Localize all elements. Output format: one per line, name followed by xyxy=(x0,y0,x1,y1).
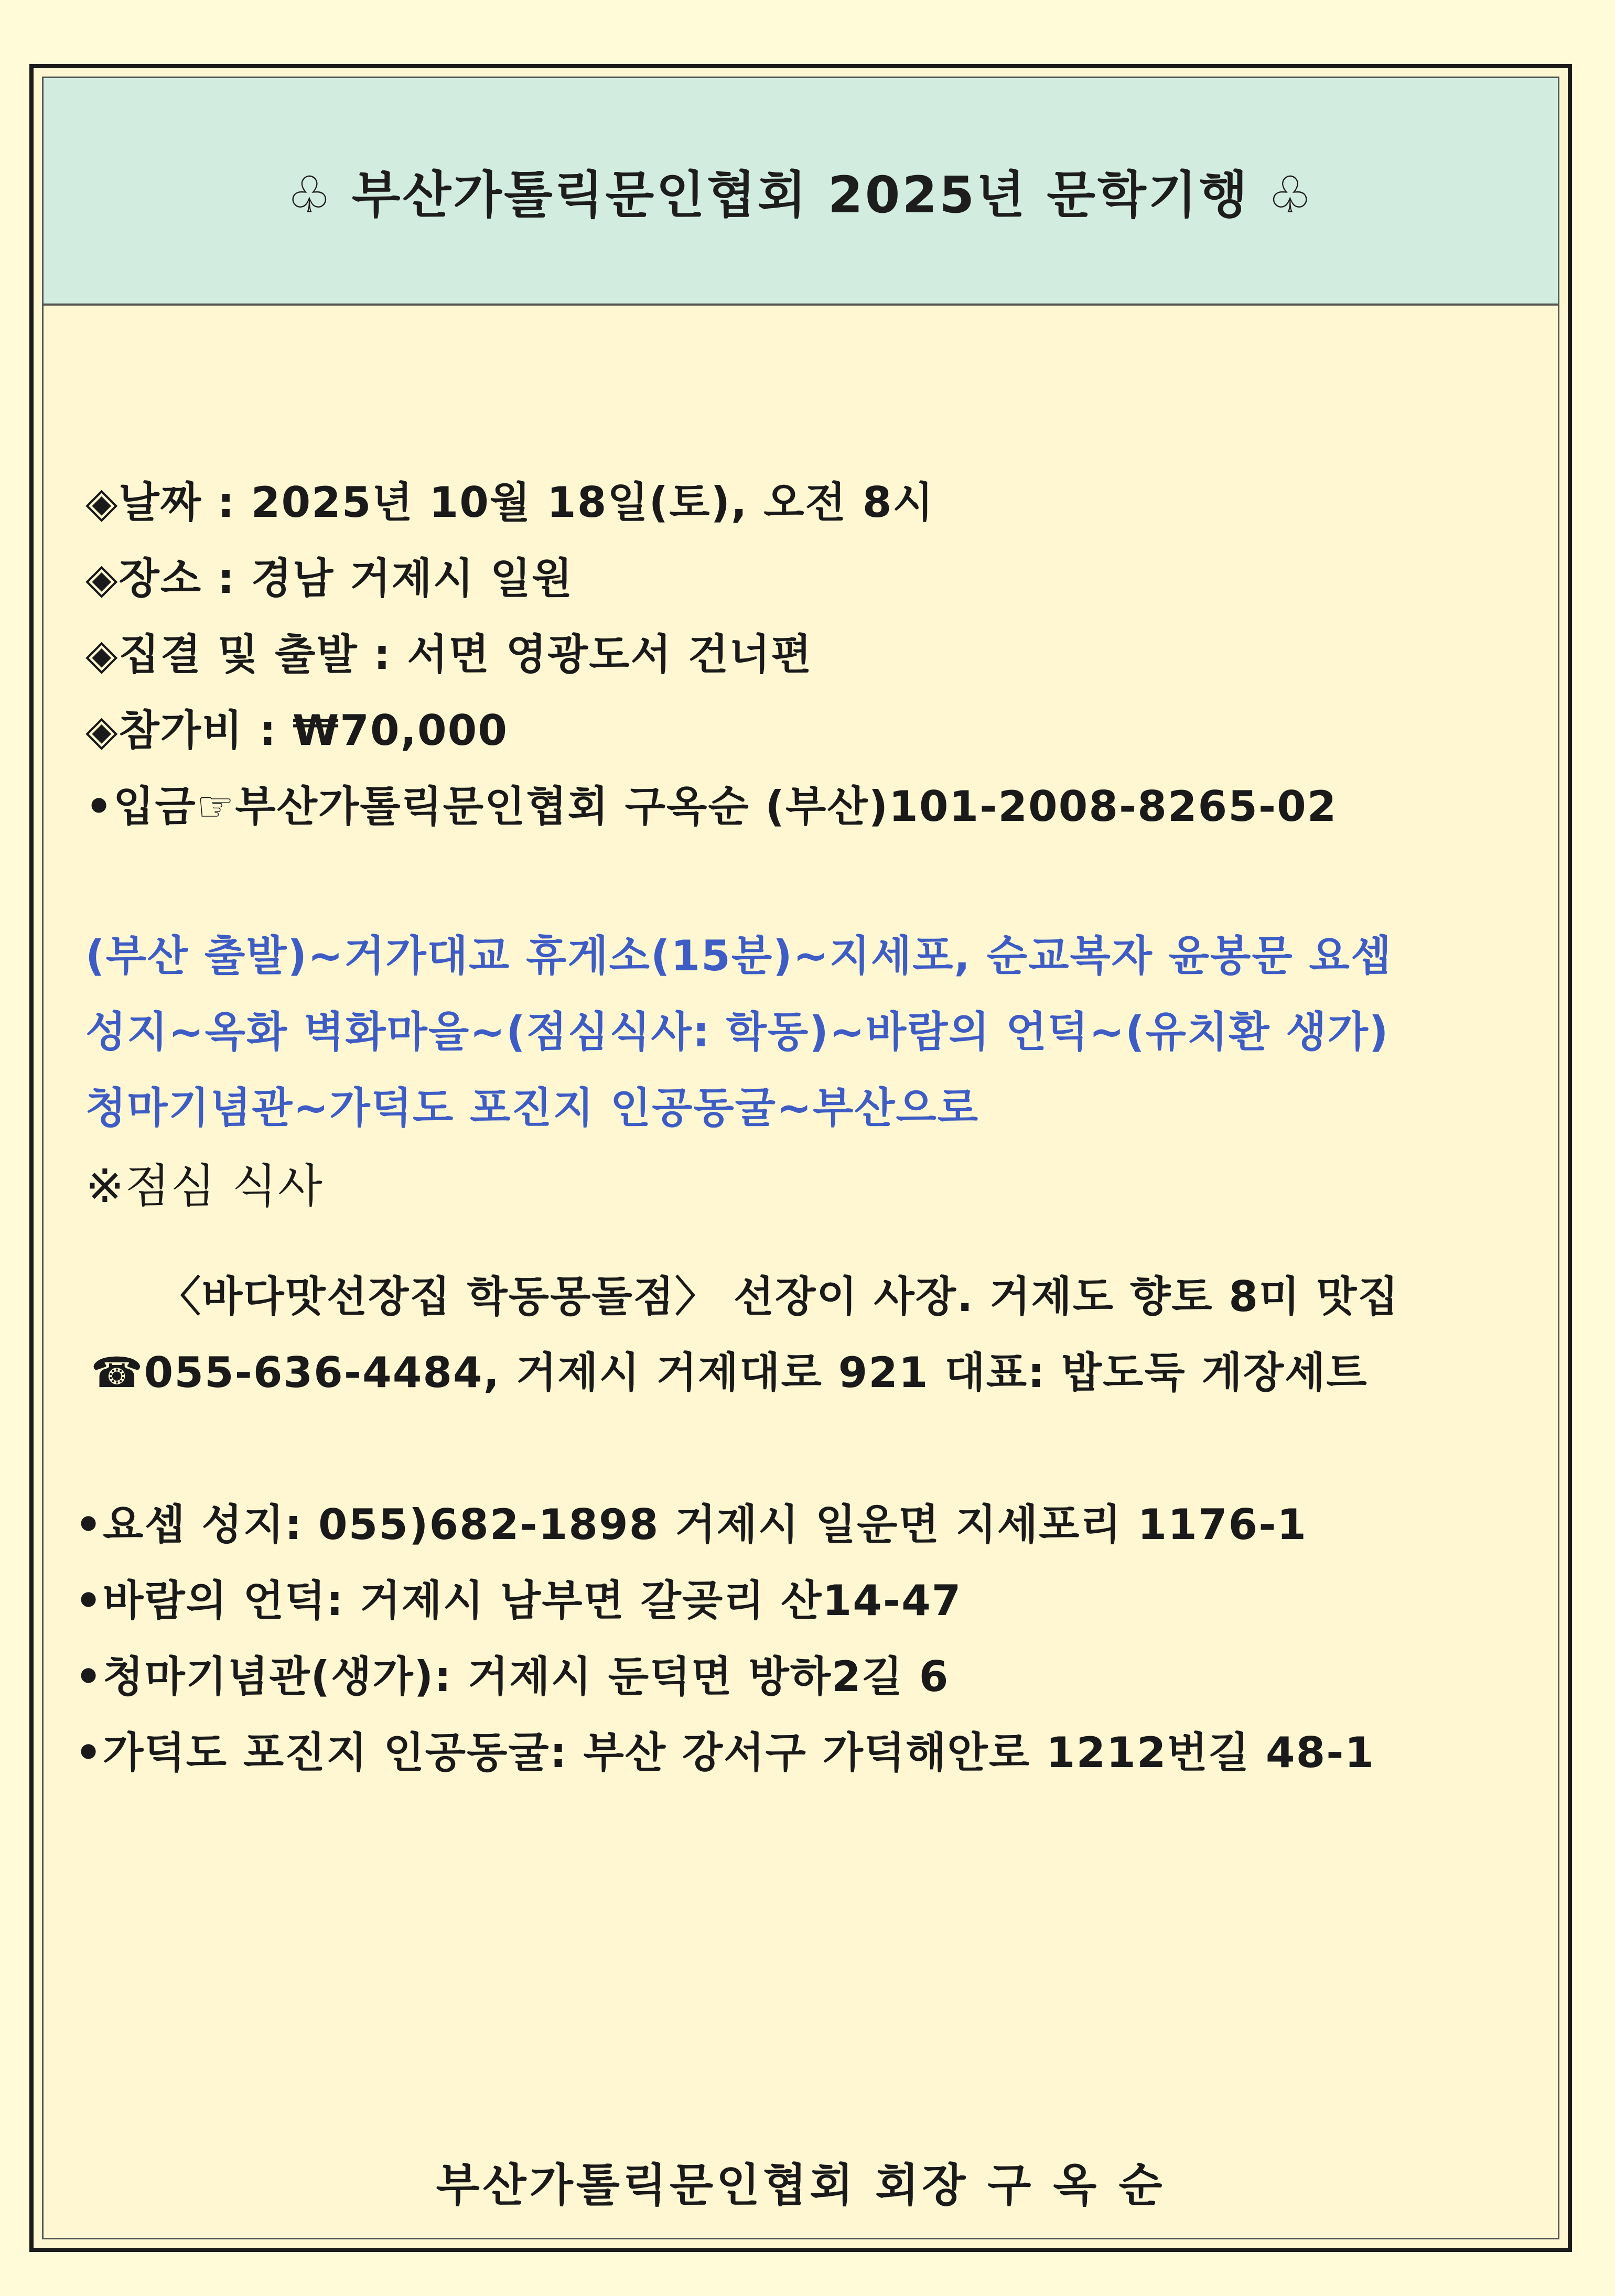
header-band xyxy=(44,78,1558,306)
club-symbol-left-icon: ♧ xyxy=(286,165,334,224)
address-wind-hill: •바람의 언덕: 거제시 남부면 갈곶리 산14-47 xyxy=(75,1576,962,1625)
address-gadeokdo-cave: •가덕도 포진지 인공동굴: 부산 강서구 가덕해안로 1212번길 48-1 xyxy=(75,1728,1375,1777)
info-meeting: ◈집결 및 출발 : 서면 영광도서 건너편 xyxy=(85,630,813,679)
lunch-note: ※점심 식사 xyxy=(85,1159,324,1213)
address-cheongma-memorial: •청마기념관(생가): 거제시 둔덕면 방하2길 6 xyxy=(75,1652,950,1701)
info-fee: ◈참가비 : ₩70,000 xyxy=(85,706,509,755)
lunch-restaurant: 〈바다맛선장집 학동몽돌점〉 선장이 사장. 거제도 향토 8미 맛집 xyxy=(159,1272,1399,1321)
info-date: ◈날짜 : 2025년 10월 18일(토), 오전 8시 xyxy=(85,478,934,527)
address-joseph-shrine: •요셉 성지: 055)682-1898 거제시 일운면 지세포리 1176-1 xyxy=(75,1500,1308,1549)
title-text: 부산가톨릭문인협회 2025년 문학기행 xyxy=(351,165,1250,224)
route-line-1: (부산 출발)~거가대교 휴게소(15분)~지세포, 순교복자 윤봉문 요셉 xyxy=(85,932,1393,980)
info-deposit: •입금☞부산가톨릭문인협회 구옥순 (부산)101-2008-8265-02 xyxy=(85,782,1338,831)
club-symbol-right-icon: ♧ xyxy=(1267,165,1315,224)
page-title xyxy=(269,155,1332,227)
document-frame xyxy=(29,64,1572,2252)
route-line-3: 청마기념관~가덕도 포진지 인공동굴~부산으로 xyxy=(85,1084,979,1132)
footer-signature: 부산가톨릭문인협회 회장 구 옥 순 xyxy=(436,2159,1166,2212)
info-place: ◈장소 : 경남 거제시 일원 xyxy=(85,554,574,603)
lunch-contact: ☎055-636-4484, 거제시 거제대로 921 대표: 밥도둑 게장세트 xyxy=(91,1348,1368,1397)
document-inner-border xyxy=(42,77,1559,2239)
route-line-2: 성지~옥화 벽화마을~(점심식사: 학동)~바람의 언덕~(유치환 생가) xyxy=(85,1008,1390,1056)
